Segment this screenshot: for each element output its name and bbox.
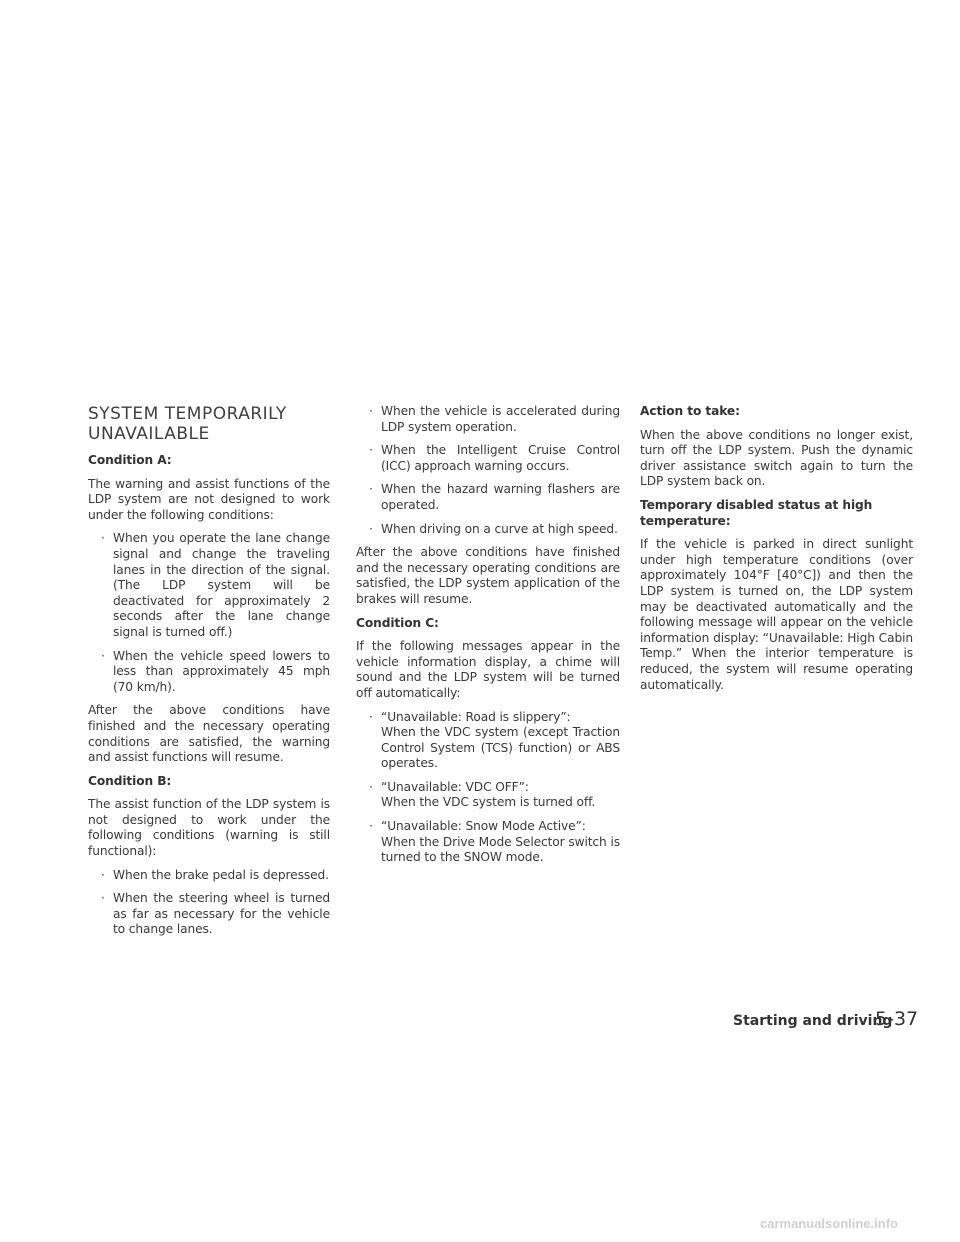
- condition-a-heading: Condition A:: [88, 453, 172, 467]
- condition-b-intro: The assist function of the LDP system is not designed to work under the following conditions (warning is still functional):: [88, 797, 330, 859]
- condition-c-list: [356, 710, 620, 866]
- list-item: · When the steering wheel is turned as far as necessary for the vehicle to change lanes.: [88, 891, 330, 938]
- list-item: · When the hazard warning flashers are operated.: [356, 482, 620, 513]
- list-item: [356, 780, 620, 811]
- condition-b-list-continued: [356, 404, 620, 537]
- message-description: When the VDC system is turned off.: [381, 795, 596, 810]
- message-description: When the Drive Mode Selector switch is turned to the SNOW mode.: [381, 834, 620, 865]
- list-item: · When the vehicle is accelerated during LDP system operation.: [356, 404, 620, 435]
- message-text: · “Unavailable: Road is slippery”:: [381, 709, 571, 724]
- column-2: [356, 404, 620, 874]
- page-number: 5-37: [875, 1008, 919, 1030]
- list-item: · When driving on a curve at high speed.: [356, 522, 620, 538]
- footer-section-title: Starting and driving: [733, 1013, 893, 1029]
- condition-a-intro: The warning and assist functions of the LDP system are not designed to work under the following conditions:: [88, 476, 330, 522]
- list-item: · When the brake pedal is depressed.: [88, 868, 330, 884]
- message-description: When the VDC system (except Traction Control System (TCS) function) or ABS operates.: [381, 725, 620, 771]
- condition-b-after: After the above conditions have finished and the necessary operating conditions are satisfied, the LDP system application of the brakes will resume.: [356, 545, 620, 606]
- list-item: [356, 710, 620, 772]
- section-title: SYSTEM TEMPORARILY UNAVAILABLE: [88, 404, 287, 444]
- condition-a-after: After the above conditions have finished and the necessary operating conditions are satisfied, the warning and assist functions will resume.: [88, 703, 330, 765]
- condition-c-heading: Condition C:: [356, 615, 439, 630]
- column-3: [640, 404, 913, 701]
- temperature-text: If the vehicle is parked in direct sunlight under high temperature conditions (over approximately 104°F [40°C]) and then the LDP system is turned on, the LDP system may be deactivated automatically and the following message will appear on the vehicle information display: “Unavailable: High Cabin Temp.” When the interior temperature is reduced, the system will resume operating automatically.: [640, 537, 913, 692]
- condition-a-list: [88, 531, 330, 695]
- action-heading: Action to take:: [640, 404, 740, 418]
- list-item: [356, 819, 620, 866]
- watermark: carmanualsonline.info: [760, 1216, 898, 1231]
- column-1: [88, 404, 330, 946]
- condition-c-intro: If the following messages appear in the vehicle information display, a chime will sound and the LDP system will be turned off automatically:: [356, 639, 620, 700]
- list-item: · When the vehicle speed lowers to less than approximately 45 mph (70 km/h).: [88, 649, 330, 696]
- condition-b-heading: Condition B:: [88, 773, 172, 788]
- action-text: When the above conditions no longer exist, turn off the LDP system. Push the dynamic driver assistance switch again to turn the LDP system back on.: [640, 427, 913, 489]
- message-text: · “Unavailable: Snow Mode Active”:: [381, 819, 586, 834]
- condition-b-list: [88, 868, 330, 938]
- list-item: · When you operate the lane change signal and change the traveling lanes in the direction of the signal. (The LDP system will be deactivated for approximately 2 seconds after the lane change signal is turned off.): [88, 531, 330, 640]
- list-item: · When the Intelligent Cruise Control (ICC) approach warning occurs.: [356, 443, 620, 474]
- temperature-heading: Temporary disabled status at high temperature:: [640, 497, 873, 528]
- message-text: · “Unavailable: VDC OFF”:: [381, 779, 529, 794]
